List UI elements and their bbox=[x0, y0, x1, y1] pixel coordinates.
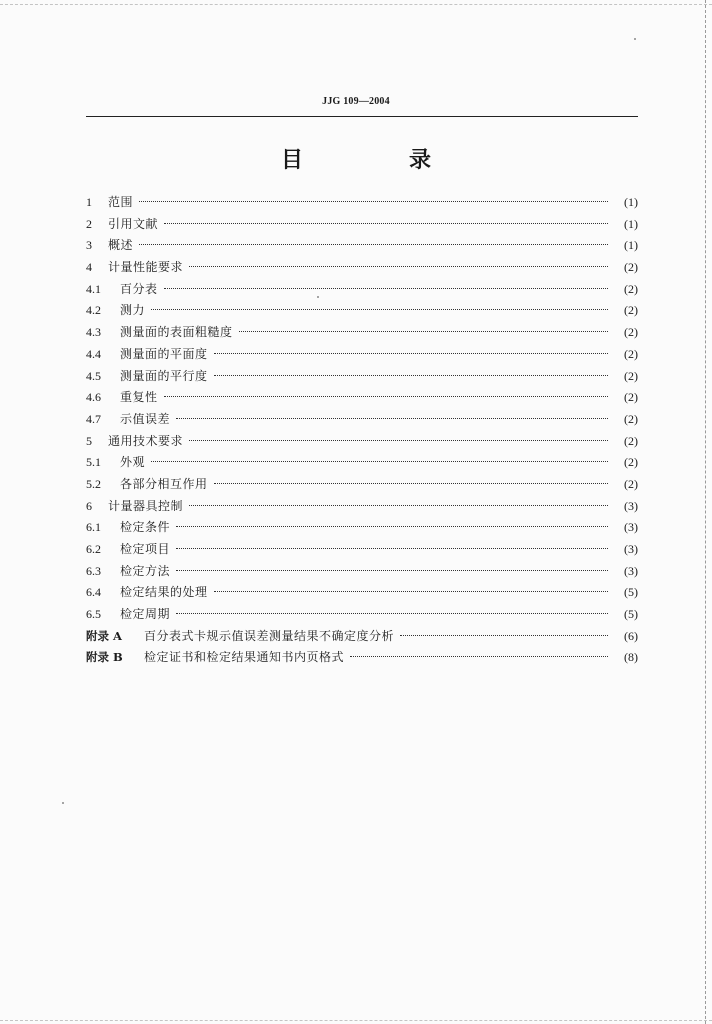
toc-entry bbox=[86, 496, 638, 518]
toc-entry-number: 5.1 bbox=[86, 455, 101, 470]
toc-entry-label: 外观 bbox=[120, 455, 146, 470]
toc-entry bbox=[86, 279, 638, 301]
toc-dot-leader bbox=[214, 483, 608, 484]
toc-entry-page: (3) bbox=[624, 563, 638, 578]
toc-entry bbox=[86, 431, 638, 453]
toc-entry-label: 计量器具控制 bbox=[108, 498, 184, 513]
toc-entry-page: (2) bbox=[624, 433, 638, 448]
toc-entry bbox=[86, 539, 638, 561]
toc-entry-page: (2) bbox=[624, 281, 638, 296]
toc-dot-leader bbox=[176, 418, 608, 419]
toc-entry bbox=[86, 322, 638, 344]
toc-entry-label: 引用文献 bbox=[108, 216, 159, 231]
toc-entry-page: (3) bbox=[624, 498, 638, 513]
toc-entry-label: 百分表式卡规示值误差测量结果不确定度分析 bbox=[144, 628, 395, 643]
toc-entry-label: 测量面的表面粗糙度 bbox=[120, 325, 233, 340]
toc-entry-page: (5) bbox=[624, 607, 638, 622]
toc-entry-number: 附录 A bbox=[86, 628, 122, 643]
toc-dot-leader bbox=[189, 505, 608, 506]
toc-entry bbox=[86, 235, 638, 257]
toc-entry-number: 6.2 bbox=[86, 542, 101, 556]
toc-entry-page: (2) bbox=[624, 476, 638, 491]
toc-entry bbox=[86, 366, 638, 388]
toc-entry-page: (2) bbox=[624, 390, 638, 405]
toc-dot-leader bbox=[350, 656, 608, 657]
toc-entry bbox=[86, 582, 638, 604]
toc-entry-page: (2) bbox=[624, 346, 638, 361]
toc-dot-leader bbox=[176, 548, 608, 549]
toc-dot-leader bbox=[214, 375, 608, 376]
toc-entry-label: 通用技术要求 bbox=[108, 433, 184, 448]
toc-entry bbox=[86, 409, 638, 431]
scan-speck bbox=[62, 802, 64, 804]
toc-dot-leader bbox=[151, 309, 608, 310]
toc-entry bbox=[86, 604, 638, 626]
toc-dot-leader bbox=[214, 591, 608, 592]
table-of-contents bbox=[86, 192, 638, 669]
toc-dot-leader bbox=[239, 331, 608, 332]
scan-speck bbox=[317, 296, 319, 298]
toc-entry-page: (1) bbox=[624, 238, 638, 253]
toc-entry-page: (1) bbox=[624, 195, 638, 209]
toc-dot-leader bbox=[400, 635, 608, 636]
toc-entry-label: 检定结果的处理 bbox=[120, 585, 208, 600]
toc-dot-leader bbox=[139, 201, 608, 202]
toc-entry-page: (1) bbox=[624, 216, 638, 231]
toc-entry-label: 示值误差 bbox=[120, 411, 171, 426]
toc-entry-label: 各部分相互作用 bbox=[120, 476, 208, 491]
toc-entry-number: 6 bbox=[86, 498, 92, 513]
toc-entry bbox=[86, 300, 638, 322]
toc-dot-leader bbox=[164, 288, 608, 289]
toc-entry bbox=[86, 257, 638, 279]
toc-dot-leader bbox=[176, 613, 608, 614]
toc-entry-page: (2) bbox=[624, 303, 638, 318]
toc-entry bbox=[86, 192, 638, 214]
toc-entry-label: 测力 bbox=[120, 303, 146, 318]
toc-entry-number: 附录 B bbox=[86, 650, 123, 665]
toc-entry-number: 4 bbox=[86, 260, 92, 275]
toc-dot-leader bbox=[189, 440, 608, 441]
toc-entry-label: 检定条件 bbox=[120, 520, 171, 535]
scan-speck bbox=[634, 38, 636, 40]
toc-entry-number: 4.7 bbox=[86, 411, 101, 426]
toc-entry-number: 2 bbox=[86, 216, 92, 231]
toc-dot-leader bbox=[164, 396, 608, 397]
toc-dot-leader bbox=[176, 570, 608, 571]
toc-entry-label: 测量面的平行度 bbox=[120, 368, 208, 383]
toc-entry-label: 百分表 bbox=[120, 281, 158, 296]
toc-dot-leader bbox=[151, 461, 608, 462]
toc-entry-label: 概述 bbox=[108, 238, 134, 253]
toc-entry-page: (3) bbox=[624, 542, 638, 556]
header-rule bbox=[86, 116, 638, 117]
toc-entry bbox=[86, 626, 638, 648]
toc-entry-number: 6.3 bbox=[86, 563, 101, 578]
toc-entry bbox=[86, 517, 638, 539]
scan-edge-bottom bbox=[0, 1020, 712, 1021]
toc-entry-number: 4.3 bbox=[86, 325, 101, 340]
toc-entry-number: 1 bbox=[86, 195, 92, 209]
toc-entry-label: 范围 bbox=[108, 195, 134, 209]
toc-dot-leader bbox=[189, 266, 608, 267]
toc-entry-label: 检定项目 bbox=[120, 542, 171, 556]
toc-entry bbox=[86, 474, 638, 496]
toc-entry bbox=[86, 452, 638, 474]
toc-entry bbox=[86, 647, 638, 669]
toc-entry-number: 3 bbox=[86, 238, 92, 253]
toc-entry bbox=[86, 561, 638, 583]
toc-entry-page: (2) bbox=[624, 325, 638, 340]
scan-edge-top bbox=[0, 4, 712, 5]
toc-dot-leader bbox=[176, 526, 608, 527]
toc-entry-page: (2) bbox=[624, 260, 638, 275]
toc-entry-number: 4.4 bbox=[86, 346, 101, 361]
toc-title: 目 录 bbox=[280, 148, 473, 173]
toc-entry-number: 6.4 bbox=[86, 585, 101, 600]
toc-entry-page: (2) bbox=[624, 455, 638, 470]
toc-entry-number: 4.2 bbox=[86, 303, 101, 318]
toc-dot-leader bbox=[139, 244, 608, 245]
toc-entry-number: 5.2 bbox=[86, 476, 101, 491]
toc-entry-number: 4.5 bbox=[86, 368, 101, 383]
toc-entry-page: (2) bbox=[624, 411, 638, 426]
toc-entry-label: 计量性能要求 bbox=[108, 260, 184, 275]
toc-entry-label: 检定证书和检定结果通知书内页格式 bbox=[144, 650, 345, 665]
toc-entry-number: 6.1 bbox=[86, 520, 101, 535]
toc-entry bbox=[86, 344, 638, 366]
toc-entry-page: (2) bbox=[624, 368, 638, 383]
toc-entry-label: 测量面的平面度 bbox=[120, 346, 208, 361]
toc-entry-label: 检定周期 bbox=[120, 607, 171, 622]
toc-dot-leader bbox=[214, 353, 608, 354]
toc-entry-page: (8) bbox=[624, 650, 638, 665]
toc-entry-label: 重复性 bbox=[120, 390, 158, 405]
toc-entry-number: 4.1 bbox=[86, 281, 101, 296]
standard-code-header: JJG 109—2004 bbox=[322, 96, 390, 107]
toc-entry-label: 检定方法 bbox=[120, 563, 171, 578]
toc-entry-number: 4.6 bbox=[86, 390, 101, 405]
toc-entry-page: (5) bbox=[624, 585, 638, 600]
toc-entry-number: 5 bbox=[86, 433, 92, 448]
toc-entry-page: (3) bbox=[624, 520, 638, 535]
toc-entry-page: (6) bbox=[624, 628, 638, 643]
toc-entry bbox=[86, 387, 638, 409]
toc-entry-number: 6.5 bbox=[86, 607, 101, 622]
toc-dot-leader bbox=[164, 223, 608, 224]
toc-entry bbox=[86, 214, 638, 236]
